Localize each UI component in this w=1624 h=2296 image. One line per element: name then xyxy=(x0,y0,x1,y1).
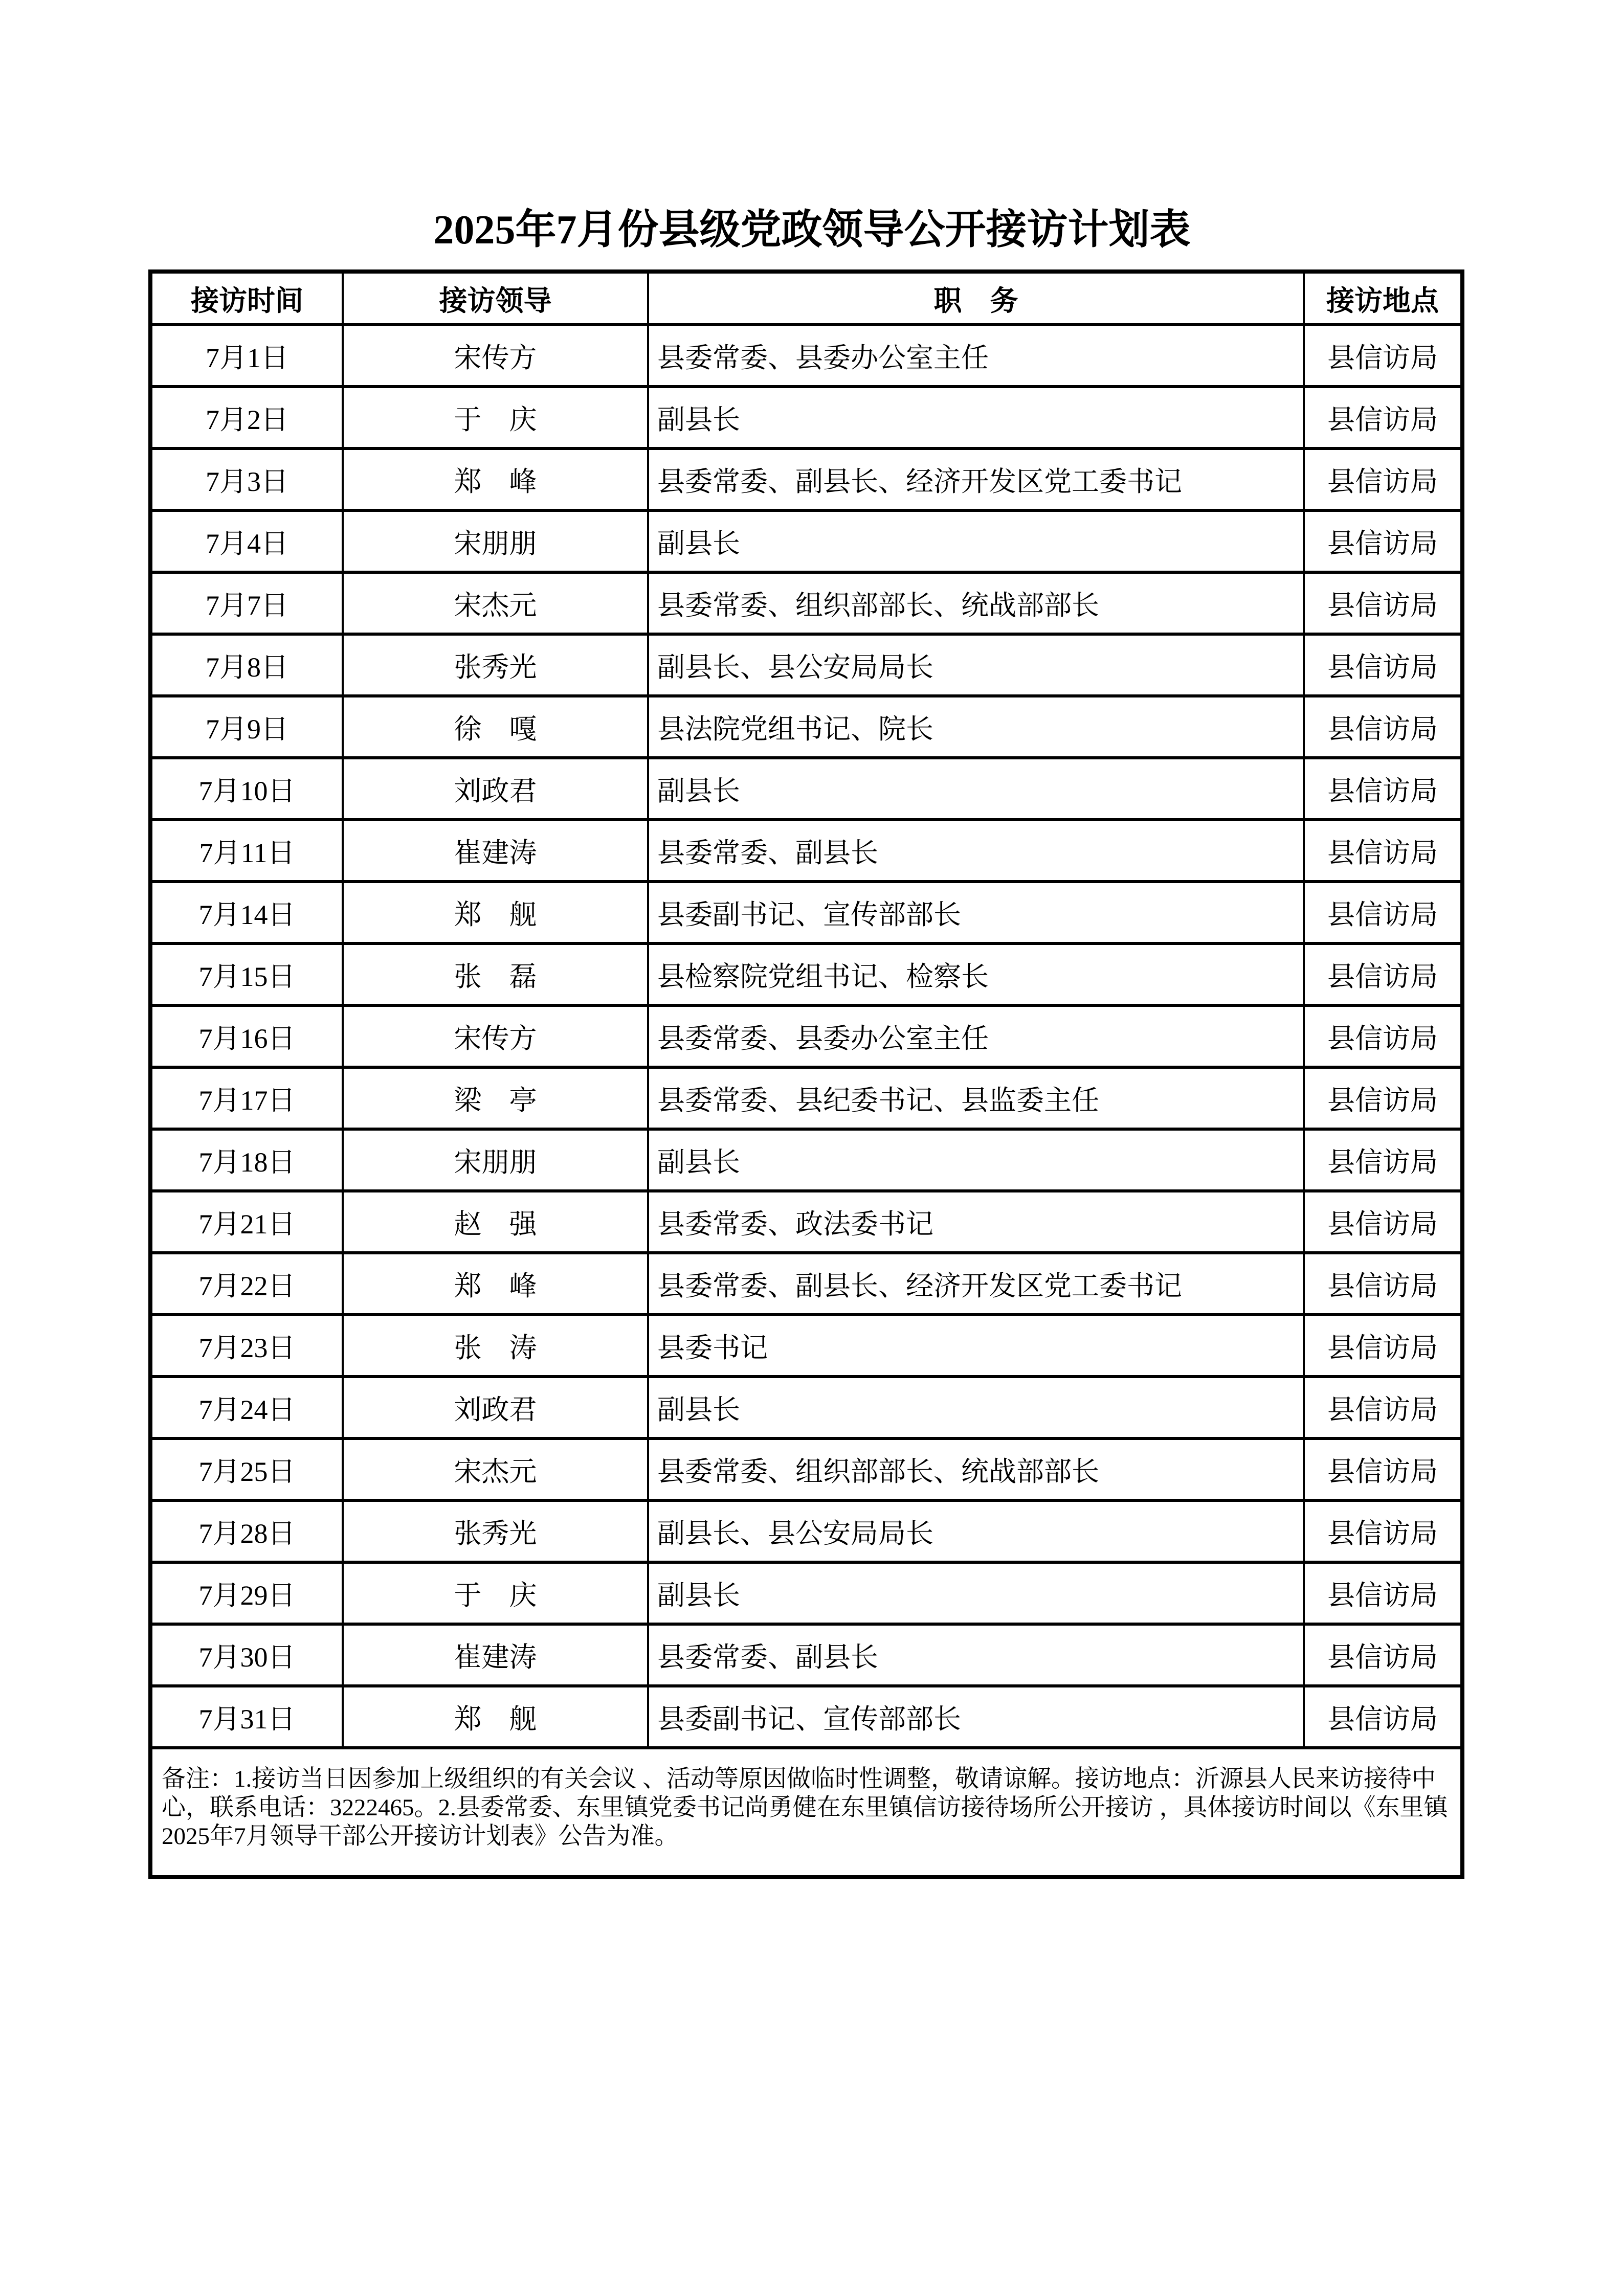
cell-location: 县信访局 xyxy=(1304,1500,1462,1562)
cell-date: 7月7日 xyxy=(150,572,343,634)
cell-location: 县信访局 xyxy=(1304,572,1462,634)
cell-location: 县信访局 xyxy=(1304,387,1462,448)
cell-date: 7月16日 xyxy=(150,1005,343,1067)
cell-leader: 宋传方 xyxy=(343,325,648,387)
cell-position: 副县长、县公安局局长 xyxy=(648,1500,1304,1562)
cell-position: 县委常委、副县长、经济开发区党工委书记 xyxy=(648,448,1304,510)
header-cell-leader: 接访领导 xyxy=(343,272,648,325)
table-footer xyxy=(150,1748,1462,1877)
cell-leader: 赵 强 xyxy=(343,1191,648,1253)
table-row xyxy=(150,1438,1462,1500)
cell-location: 县信访局 xyxy=(1304,820,1462,882)
cell-position: 副县长 xyxy=(648,1129,1304,1191)
cell-location: 县信访局 xyxy=(1304,1377,1462,1438)
cell-location: 县信访局 xyxy=(1304,1562,1462,1624)
cell-position: 县委常委、副县长 xyxy=(648,1624,1304,1686)
cell-leader: 张 磊 xyxy=(343,943,648,1005)
table-row xyxy=(150,1129,1462,1191)
cell-leader: 郑 峰 xyxy=(343,448,648,510)
cell-date: 7月31日 xyxy=(150,1686,343,1748)
cell-leader: 宋杰元 xyxy=(343,572,648,634)
cell-date: 7月3日 xyxy=(150,448,343,510)
cell-leader: 宋朋朋 xyxy=(343,510,648,572)
cell-location: 县信访局 xyxy=(1304,943,1462,1005)
table-row xyxy=(150,882,1462,943)
cell-leader: 于 庆 xyxy=(343,387,648,448)
page-title: 2025年7月份县级党政领导公开接访计划表 xyxy=(433,208,1191,253)
cell-date: 7月4日 xyxy=(150,510,343,572)
table-row xyxy=(150,1686,1462,1748)
cell-leader: 宋朋朋 xyxy=(343,1129,648,1191)
cell-leader: 梁 亭 xyxy=(343,1067,648,1129)
table-row xyxy=(150,1377,1462,1438)
cell-position: 副县长 xyxy=(648,1377,1304,1438)
cell-position: 副县长 xyxy=(648,758,1304,820)
cell-position: 副县长 xyxy=(648,1562,1304,1624)
cell-leader: 宋杰元 xyxy=(343,1438,648,1500)
cell-date: 7月22日 xyxy=(150,1253,343,1315)
cell-date: 7月17日 xyxy=(150,1067,343,1129)
cell-position: 县法院党组书记、院长 xyxy=(648,696,1304,758)
cell-position: 副县长、县公安局局长 xyxy=(648,634,1304,696)
cell-date: 7月1日 xyxy=(150,325,343,387)
table-row xyxy=(150,325,1462,387)
cell-position: 县委常委、政法委书记 xyxy=(648,1191,1304,1253)
cell-date: 7月24日 xyxy=(150,1377,343,1438)
table-row xyxy=(150,387,1462,448)
cell-leader: 张秀光 xyxy=(343,634,648,696)
cell-date: 7月11日 xyxy=(150,820,343,882)
cell-leader: 刘政君 xyxy=(343,1377,648,1438)
header-cell-position: 职 务 xyxy=(648,272,1304,325)
cell-date: 7月28日 xyxy=(150,1500,343,1562)
cell-location: 县信访局 xyxy=(1304,1438,1462,1500)
cell-location: 县信访局 xyxy=(1304,510,1462,572)
cell-position: 县委常委、副县长、经济开发区党工委书记 xyxy=(648,1253,1304,1315)
table-header xyxy=(150,272,1462,325)
header-row xyxy=(150,272,1462,325)
table-row xyxy=(150,696,1462,758)
cell-location: 县信访局 xyxy=(1304,1067,1462,1129)
cell-leader: 张 涛 xyxy=(343,1315,648,1377)
cell-leader: 郑 峰 xyxy=(343,1253,648,1315)
cell-date: 7月15日 xyxy=(150,943,343,1005)
cell-location: 县信访局 xyxy=(1304,1253,1462,1315)
header-cell-location: 接访地点 xyxy=(1304,272,1462,325)
table-row xyxy=(150,448,1462,510)
table-row xyxy=(150,1191,1462,1253)
cell-position: 县委副书记、宣传部部长 xyxy=(648,1686,1304,1748)
cell-date: 7月9日 xyxy=(150,696,343,758)
cell-location: 县信访局 xyxy=(1304,1624,1462,1686)
cell-leader: 宋传方 xyxy=(343,1005,648,1067)
cell-leader: 崔建涛 xyxy=(343,1624,648,1686)
cell-date: 7月2日 xyxy=(150,387,343,448)
table-row xyxy=(150,820,1462,882)
cell-position: 县委副书记、宣传部部长 xyxy=(648,882,1304,943)
cell-date: 7月10日 xyxy=(150,758,343,820)
table-row xyxy=(150,758,1462,820)
reception-schedule-table xyxy=(148,269,1464,1879)
cell-date: 7月29日 xyxy=(150,1562,343,1624)
table-row xyxy=(150,943,1462,1005)
cell-position: 县委常委、副县长 xyxy=(648,820,1304,882)
cell-location: 县信访局 xyxy=(1304,1686,1462,1748)
notes-text: 备注：1.接访当日因参加上级组织的有关会议 、活动等原因做临时性调整，敬请谅解。接访地点：沂源县人民来访接待中心，联系电话：3222465。2.县委常委、东里镇党委书记尚勇健在东里镇信访接待场所公开接访 ，具体接访时间以《东里镇2025年7月领导干部公开接访计划表》公告为准。 xyxy=(150,1748,1462,1877)
cell-date: 7月18日 xyxy=(150,1129,343,1191)
table-row xyxy=(150,1005,1462,1067)
cell-location: 县信访局 xyxy=(1304,758,1462,820)
cell-date: 7月30日 xyxy=(150,1624,343,1686)
cell-date: 7月21日 xyxy=(150,1191,343,1253)
cell-position: 县委常委、县委办公室主任 xyxy=(648,325,1304,387)
cell-location: 县信访局 xyxy=(1304,1315,1462,1377)
cell-leader: 郑 舰 xyxy=(343,882,648,943)
cell-date: 7月14日 xyxy=(150,882,343,943)
table-row xyxy=(150,1562,1462,1624)
cell-location: 县信访局 xyxy=(1304,634,1462,696)
cell-position: 县委常委、县委办公室主任 xyxy=(648,1005,1304,1067)
cell-location: 县信访局 xyxy=(1304,882,1462,943)
table-row xyxy=(150,510,1462,572)
header-cell-time: 接访时间 xyxy=(150,272,343,325)
cell-position: 县委常委、组织部部长、统战部部长 xyxy=(648,572,1304,634)
cell-date: 7月23日 xyxy=(150,1315,343,1377)
cell-location: 县信访局 xyxy=(1304,1129,1462,1191)
cell-location: 县信访局 xyxy=(1304,1191,1462,1253)
cell-leader: 刘政君 xyxy=(343,758,648,820)
cell-leader: 徐 嘎 xyxy=(343,696,648,758)
cell-position: 县委常委、组织部部长、统战部部长 xyxy=(648,1438,1304,1500)
cell-date: 7月25日 xyxy=(150,1438,343,1500)
cell-leader: 于 庆 xyxy=(343,1562,648,1624)
cell-leader: 崔建涛 xyxy=(343,820,648,882)
table-row xyxy=(150,1253,1462,1315)
table-row xyxy=(150,1624,1462,1686)
notes-row xyxy=(150,1748,1462,1877)
cell-leader: 张秀光 xyxy=(343,1500,648,1562)
cell-position: 副县长 xyxy=(648,510,1304,572)
cell-location: 县信访局 xyxy=(1304,1005,1462,1067)
cell-position: 县检察院党组书记、检察长 xyxy=(648,943,1304,1005)
table-row xyxy=(150,634,1462,696)
table-row xyxy=(150,1067,1462,1129)
cell-position: 县委常委、县纪委书记、县监委主任 xyxy=(648,1067,1304,1129)
cell-position: 副县长 xyxy=(648,387,1304,448)
cell-date: 7月8日 xyxy=(150,634,343,696)
cell-location: 县信访局 xyxy=(1304,696,1462,758)
cell-leader: 郑 舰 xyxy=(343,1686,648,1748)
cell-location: 县信访局 xyxy=(1304,448,1462,510)
table-row xyxy=(150,572,1462,634)
table-row xyxy=(150,1500,1462,1562)
table-row xyxy=(150,1315,1462,1377)
table-body xyxy=(150,325,1462,1748)
cell-position: 县委书记 xyxy=(648,1315,1304,1377)
cell-location: 县信访局 xyxy=(1304,325,1462,387)
